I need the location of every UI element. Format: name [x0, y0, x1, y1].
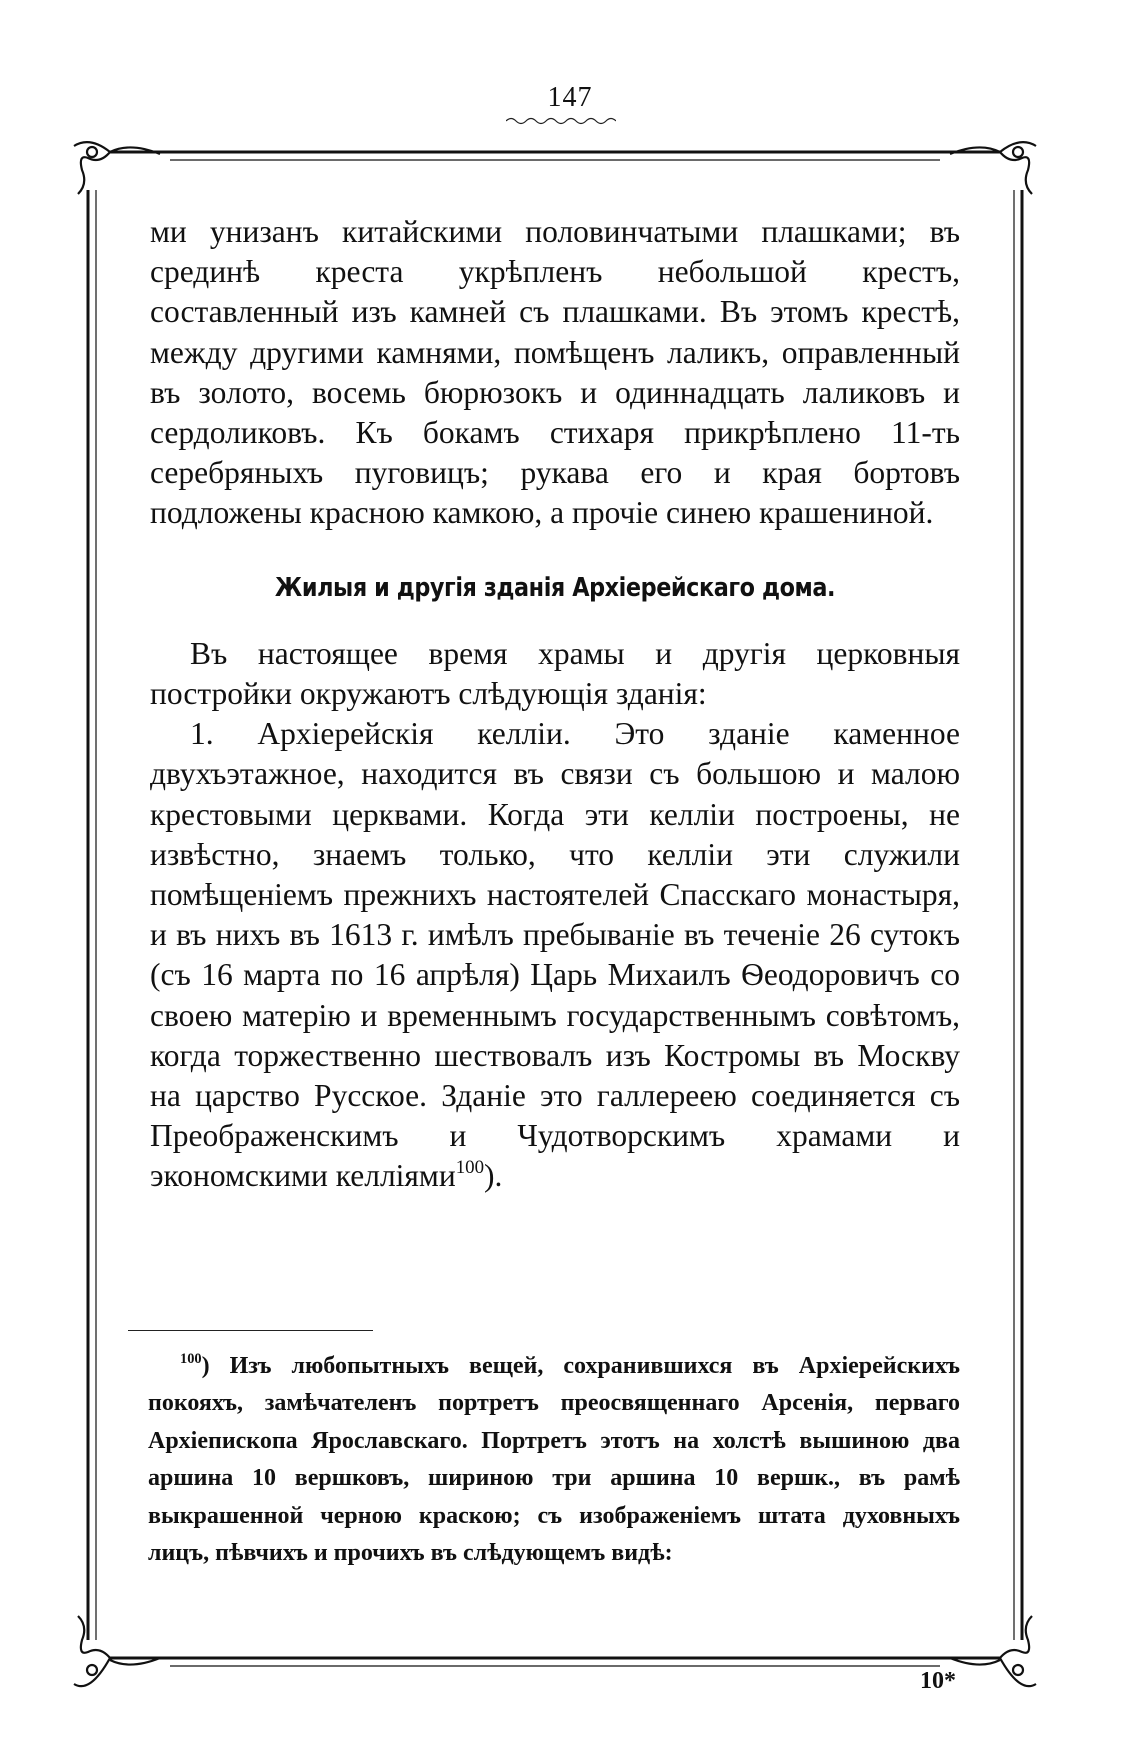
footnote-reference[interactable]: 100: [455, 1157, 485, 1179]
footnote-divider: [128, 1330, 373, 1331]
section-heading: Жилыя и другія зданія Архіерейскаго дома.: [274, 572, 836, 603]
footnote-block: [148, 1348, 960, 1572]
corner-ornament-top-left: [74, 142, 160, 194]
main-text-block: [150, 212, 960, 1197]
page-number-underline-ornament: [506, 116, 616, 126]
paragraph-intro: Въ настоящее время храмы и другія церковныя постройки окружаютъ слѣдующія зданія:: [150, 635, 960, 712]
footnote-marker-close: ): [201, 1353, 210, 1379]
page-number: 147: [547, 82, 593, 113]
paragraph-archbishop-cells: [150, 714, 960, 1196]
paragraph-continued: ми унизанъ китайскими половинчатыми плашками; въ срединѣ креста укрѣпленъ небольшой крестъ, составленный изъ камней съ плашками. Въ этомъ крестѣ, между другими камнями, помѣщенъ лаликъ, оправленный въ золото, восемь бюрюзокъ и одиннадцать лаликовъ и сердоликовъ. Къ бокамъ стихаря прикрѣплено 11-ть серебряныхъ пуговицъ; рукава его и края бортовъ подложены красною камкою, а прочіе синею крашениной.: [150, 214, 960, 531]
footnote-100: [148, 1348, 960, 1572]
footnote-text: Изъ любопытныхъ вещей, сохранившихся въ Архіерейскихъ покояхъ, замѣчателенъ портретъ преосвященнаго Арсенія, перваго Архіепископа Ярославскаго. Портретъ этотъ на холстѣ вышиною два аршина 10 вершковъ, шириною три аршина 10 вершк., въ рамѣ выкрашенной черною краскою; съ изображеніемъ штата духовныхъ лицъ, пѣвчихъ и прочихъ въ слѣдующемъ видѣ:: [148, 1353, 960, 1567]
paragraph-archbishop-cells-end: ).: [484, 1158, 503, 1194]
footnote-marker: 100: [180, 1350, 202, 1367]
paragraph-archbishop-cells-text: 1. Архіерейскія келліи. Это зданіе каменное двухъэтажное, находится въ связи съ большою и малою крестовыми церквами. Когда эти келліи построены, не извѣстно, знаемъ только, что келліи эти служили помѣщеніемъ прежнихъ настоятелей Спасскаго монастыря, и въ нихъ въ 1613 г. имѣлъ пребываніе въ теченіе 26 сутокъ (съ 16 марта по 16 апрѣля) Царь Михаилъ Ѳеодоровичъ со своею матерію и временнымъ государственнымъ совѣтомъ, когда торжественно шествовалъ изъ Костромы въ Москву на царство Русское. Зданіе это галлереею соединяется съ Преображенскимъ и Чудотворскимъ храмами и экономскими келліями: [150, 716, 960, 1194]
corner-ornament-top-right: [950, 142, 1036, 194]
printer-signature-mark: 10*: [920, 1668, 956, 1694]
